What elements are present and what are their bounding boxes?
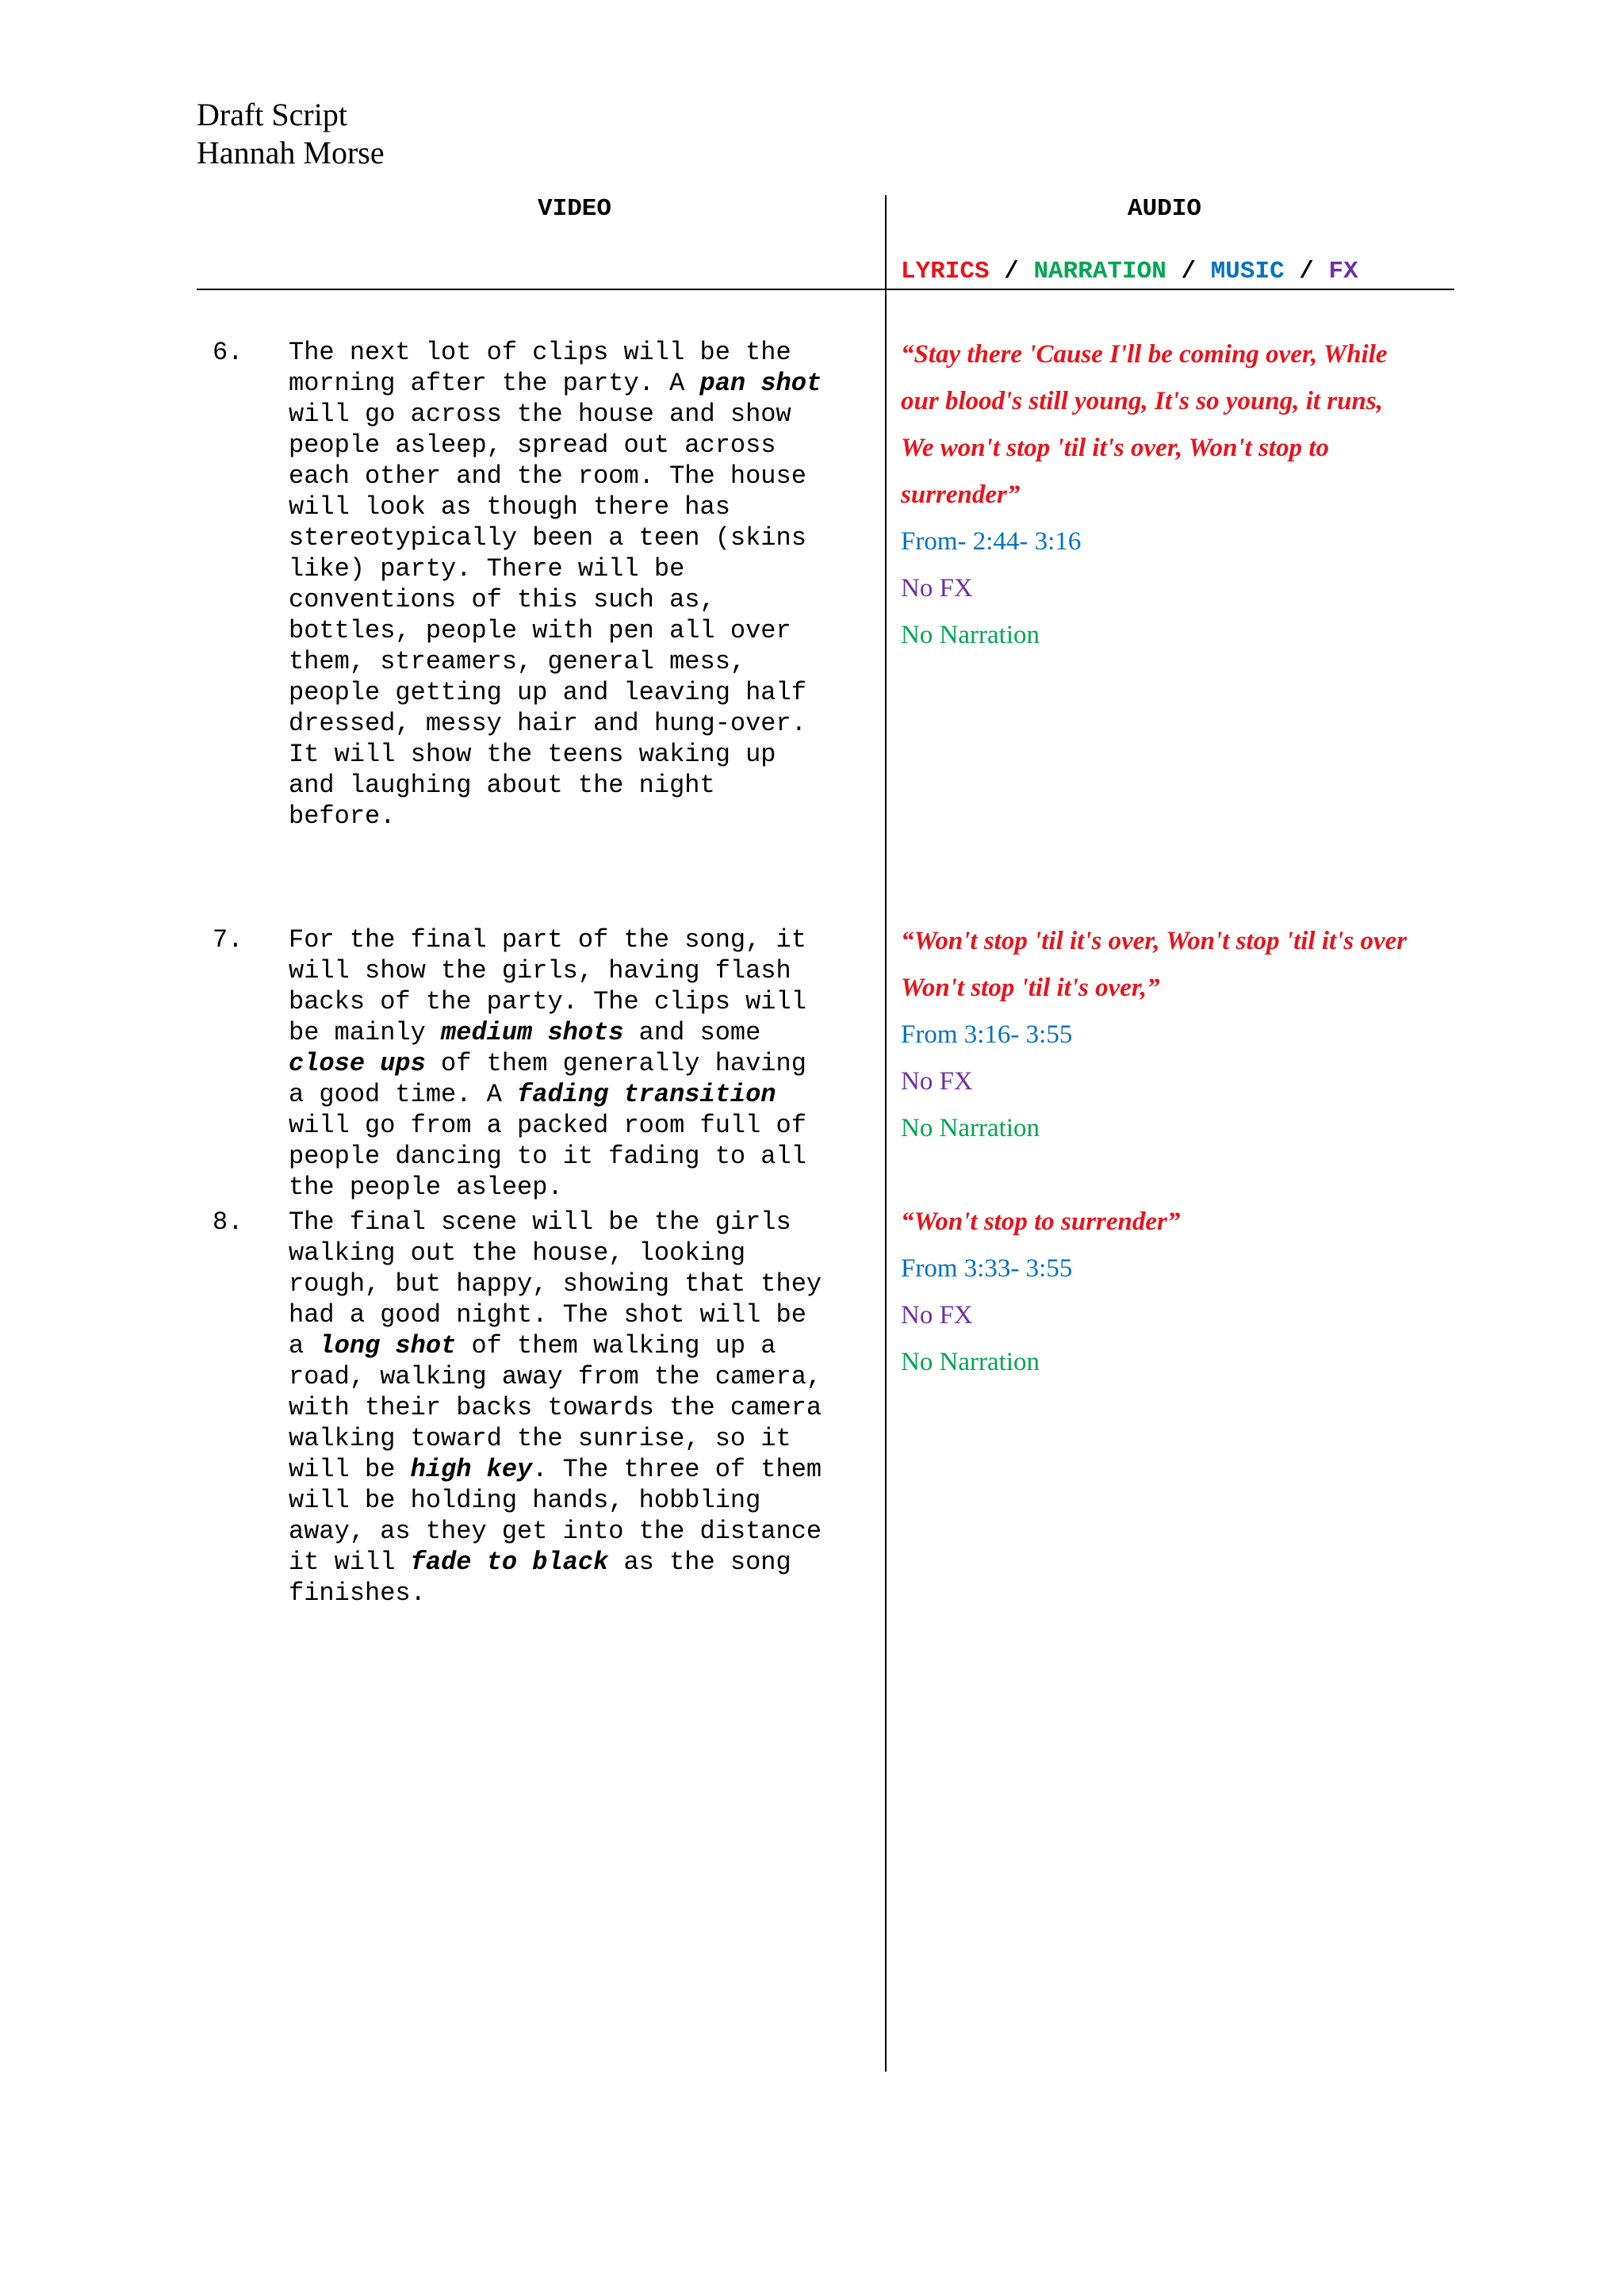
fx-note: No FX (901, 574, 973, 603)
scene-number: 8. (213, 1207, 243, 1237)
lyrics-line: “Won't stop 'til it's over, Won't stop 'til it's over (901, 927, 1408, 955)
legend-separator: / (1284, 258, 1329, 285)
legend-music: MUSIC (1210, 258, 1285, 285)
fx-note: No FX (901, 1301, 973, 1330)
legend-fx: FX (1328, 258, 1358, 285)
music-timing: From 3:33- 3:55 (901, 1254, 1073, 1283)
narration-note: No Narration (901, 1348, 1040, 1376)
shot-term: pan shot (699, 369, 822, 398)
scene-description: The next lot of clips will be the morning after the party. A pan shot will go across the house and show people asleep, spread out across each other and the room. The house will look as though there has stereotypically been a teen (skins like) party. There will be conventions of this such as, bottles, people with pen all over them, streamers, general mess, people getting up and leaving half dressed, messy hair and hung-over. It will show the teens waking up and laughing about the night before. (289, 338, 822, 831)
scene-description: For the final part of the song, it will show the girls, having flash backs of the party. The clips will be mainly medium shots and some close ups of them generally having a good time. A fading transition will go from a packed room full of people dancing to it fading to all the people asleep. (289, 925, 806, 1202)
shot-term: medium shots (441, 1018, 624, 1047)
shot-term: long shot (319, 1331, 457, 1360)
document-author: Hannah Morse (197, 135, 385, 170)
fx-note: No FX (901, 1067, 973, 1096)
legend-lyrics: LYRICS (901, 258, 990, 285)
audio-column-heading: AUDIO (1128, 195, 1202, 223)
shot-term: close ups (289, 1049, 426, 1078)
lyrics-line: We won't stop 'til it's over, Won't stop to (901, 434, 1330, 462)
header-divider (197, 289, 1454, 290)
audio-block (901, 331, 1456, 659)
shot-term: fade to black (410, 1548, 609, 1577)
shot-term: high key (410, 1455, 533, 1484)
column-divider (885, 195, 887, 2072)
document-title: Draft Script (197, 97, 347, 132)
video-column-heading: VIDEO (538, 195, 612, 223)
lyrics-line: surrender” (901, 480, 1021, 509)
shot-term: fading transition (517, 1080, 776, 1109)
scene-number: 7. (213, 925, 243, 955)
legend-narration: NARRATION (1033, 258, 1166, 285)
narration-note: No Narration (901, 621, 1040, 649)
lyrics-line: our blood's still young, It's so young, it runs, (901, 387, 1383, 415)
audio-block (901, 1199, 1456, 1386)
music-timing: From 3:16- 3:55 (901, 1020, 1073, 1049)
music-timing: From- 2:44- 3:16 (901, 527, 1082, 556)
scene-number: 6. (213, 338, 243, 367)
legend-separator: / (1166, 258, 1211, 285)
scene-description: The final scene will be the girls walking out the house, looking rough, but happy, showing that they had a good night. The shot will be a long shot of them walking up a road, walking away from the camera, with their backs towards the camera walking toward the sunrise, so it will be high key. The three of them will be holding hands, hobbling away, as they get into the distance it will fade to black as the song finishes. (289, 1207, 822, 1608)
legend-separator: / (989, 258, 1034, 285)
lyrics-line: “Stay there 'Cause I'll be coming over, While (901, 340, 1388, 369)
lyrics-line: “Won't stop to surrender” (901, 1207, 1181, 1236)
narration-note: No Narration (901, 1114, 1040, 1142)
audio-color-legend (901, 258, 1358, 285)
audio-block (901, 918, 1456, 1152)
lyrics-line: Won't stop 'til it's over,” (901, 974, 1160, 1002)
